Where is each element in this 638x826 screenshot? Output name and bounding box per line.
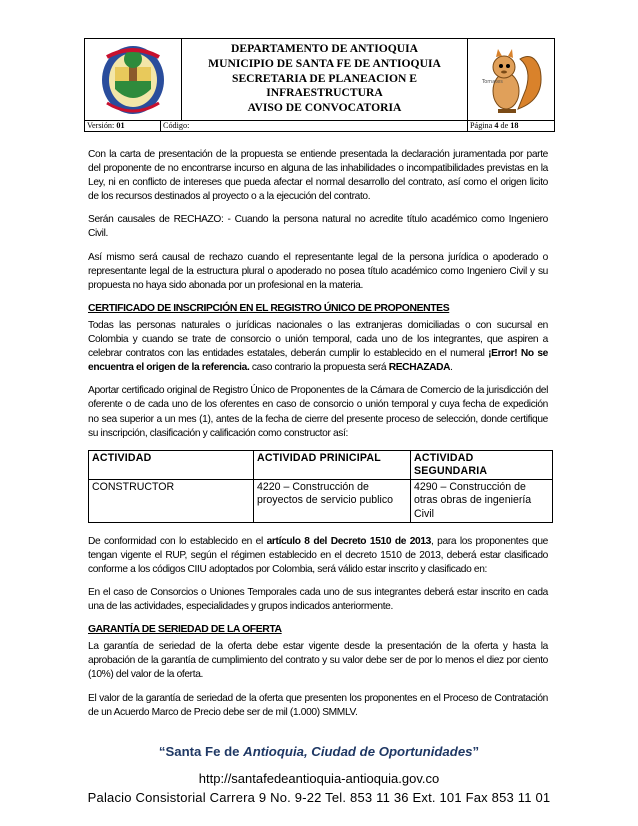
page-of-label: de [500,121,509,130]
header-title [182,42,467,116]
header-title-line: AVISO DE CONVOCATORIA [247,101,402,115]
header-title-line: SECRETARIA DE PLANEACION E [232,71,417,85]
document-header [84,38,555,132]
document-body [88,148,548,729]
table-row [89,480,553,523]
text-run: , para los proponentes que tengan vigente el RUP, según el régimen establecido en el decreto 1510 de 2013, deberá estar clasificado conforme a los códigos CIIU adoptados por Colombia, será válido estar inscrito y clasificado en: [88,535,548,575]
error-reference-text: ¡Error! No se encuentra el origen de la referencia. [88,348,548,374]
rechazada-text: RECHAZADA [388,362,451,374]
text-run: caso contrario la propuesta será [249,362,389,374]
slogan-text: ” [472,744,480,759]
paragraph: Aportar certificado original de Registro Único de Proponentes de la Cámara de Comercio de la jurisdicción del oferente o de cada uno de los oferentes en caso de consorcio o unión temporal y cuya fecha de expedición no sea superior a un mes (1), antes de la fecha de cierre del presente proceso de selección, donde certifique su inscripción, clasificación y calificación como constructor así: [88,385,548,439]
paragraph: Serán causales de RECHAZO: - Cuando la persona natural no acredite título académico como Ingeniero Civil. [88,214,548,240]
section-heading-garantia: GARANTÍA DE SERIEDAD DE LA OFERTA [88,624,282,636]
paragraph: En el caso de Consorcios o Uniones Temporales cada uno de sus integrantes deberá estar inscrito en cada una de las actividades, especialidades y grupos indicados anteriormente. [88,586,548,613]
code-cell [161,120,468,131]
shield-icon [85,39,181,120]
decree-reference-text: artículo 8 del Decreto 1510 de 2013 [266,535,431,547]
page-cell [468,120,554,131]
table-cell: 4220 – Construcción de proyectos de servicio publico [254,480,411,523]
header-meta-row [85,120,554,131]
paragraph [88,535,548,577]
version-label: Versión: [87,121,115,130]
paragraph: Con la carta de presentación de la propuesta se entiende presentada la declaración juramentada por parte del proponente de no encontrarse incurso en alguna de las inhabilidades o incompatibilidades previstas en la Ley, ni en conflicto de intereses que pueda afectar el normal desarrollo del contrato, así como el origen licito de los recursos destinados al proyecto o a la ejecución del contrato. [88,149,548,203]
activity-table [88,450,553,523]
mascot-logo [467,39,554,120]
table-cell: CONSTRUCTOR [89,480,254,523]
version-value: 01 [116,121,125,130]
page-number: 4 [494,121,499,130]
footer-slogan [0,744,638,759]
footer-address: Palacio Consistorial Carrera 9 No. 9-22 Tel. 853 11 36 Ext. 101 Fax 853 11 01 [87,790,551,805]
mascot-caption: Tomates [482,79,503,85]
version-cell [85,120,161,131]
header-main-row [85,39,554,121]
paragraph: El valor de la garantía de seriedad de la oferta que presenten los proponentes en el Proceso de Contratación de un Acuerdo Marco de Precio debe ser de mil (1.000) SMMLV. [88,692,548,718]
text-run: . [450,362,453,374]
table-header-cell: ACTIVIDAD PRINICIPAL [254,450,411,479]
header-title-line: MUNICIPIO DE SANTA FE DE ANTIOQUIA [208,56,441,70]
page-total: 18 [510,121,519,130]
code-label: Código: [163,121,190,130]
table-header-cell: ACTIVIDAD [89,450,254,479]
page-label: Página [470,121,493,130]
table-cell: 4290 – Construcción de otras obras de ingeniería Civil [411,480,553,523]
text-run: Todas las personas naturales o jurídicas nacionales o las extranjeras domiciliadas o con sucursal en Colombia y cuando se trate de consorcio o unión temporal, cada uno de los integrantes, que aspiren a celebrar contratos con las entidades estatales, deberán cumplir lo establecido en el numeral [88,319,548,360]
squirrel-mascot-icon [468,39,554,120]
paragraph [88,319,548,375]
header-title-line: INFRAESTRUCTURA [266,86,383,100]
section-heading-rup: CERTIFICADO DE INSCRIPCIÓN EN EL REGISTRO ÚNICO DE PROPONENTES [88,302,450,314]
paragraph: La garantía de seriedad de la oferta debe estar vigente desde la presentación de la oferta y hasta la aprobación de la garantía de cumplimiento del contrato y su valor debe ser de por lo menos el diez por ciento (10%) del valor de la oferta. [88,641,548,681]
header-title-line: DEPARTAMENTO DE ANTIOQUIA [230,42,419,55]
slogan-text: “Santa Fe de [158,744,244,759]
slogan-italic-text: Antioquia, Ciudad de Oportunidades [243,744,473,759]
municipal-shield-logo [85,39,182,120]
table-header-cell: ACTIVIDAD SEGUNDARIA [411,450,553,479]
text-run: De conformidad con lo establecido en el [88,535,267,547]
table-header-row [89,450,553,479]
footer-url[interactable]: http://santafedeantioquia-antioquia.gov.co [198,771,440,786]
paragraph: Así mismo será causal de rechazo cuando el representante legal de la persona jurídica o apoderado o representante legal de la estructura plural o apoderado no posea título académico como Ingeniero Civil y su propuesta no haya sido abonada por un profesional en la materia. [88,251,548,291]
